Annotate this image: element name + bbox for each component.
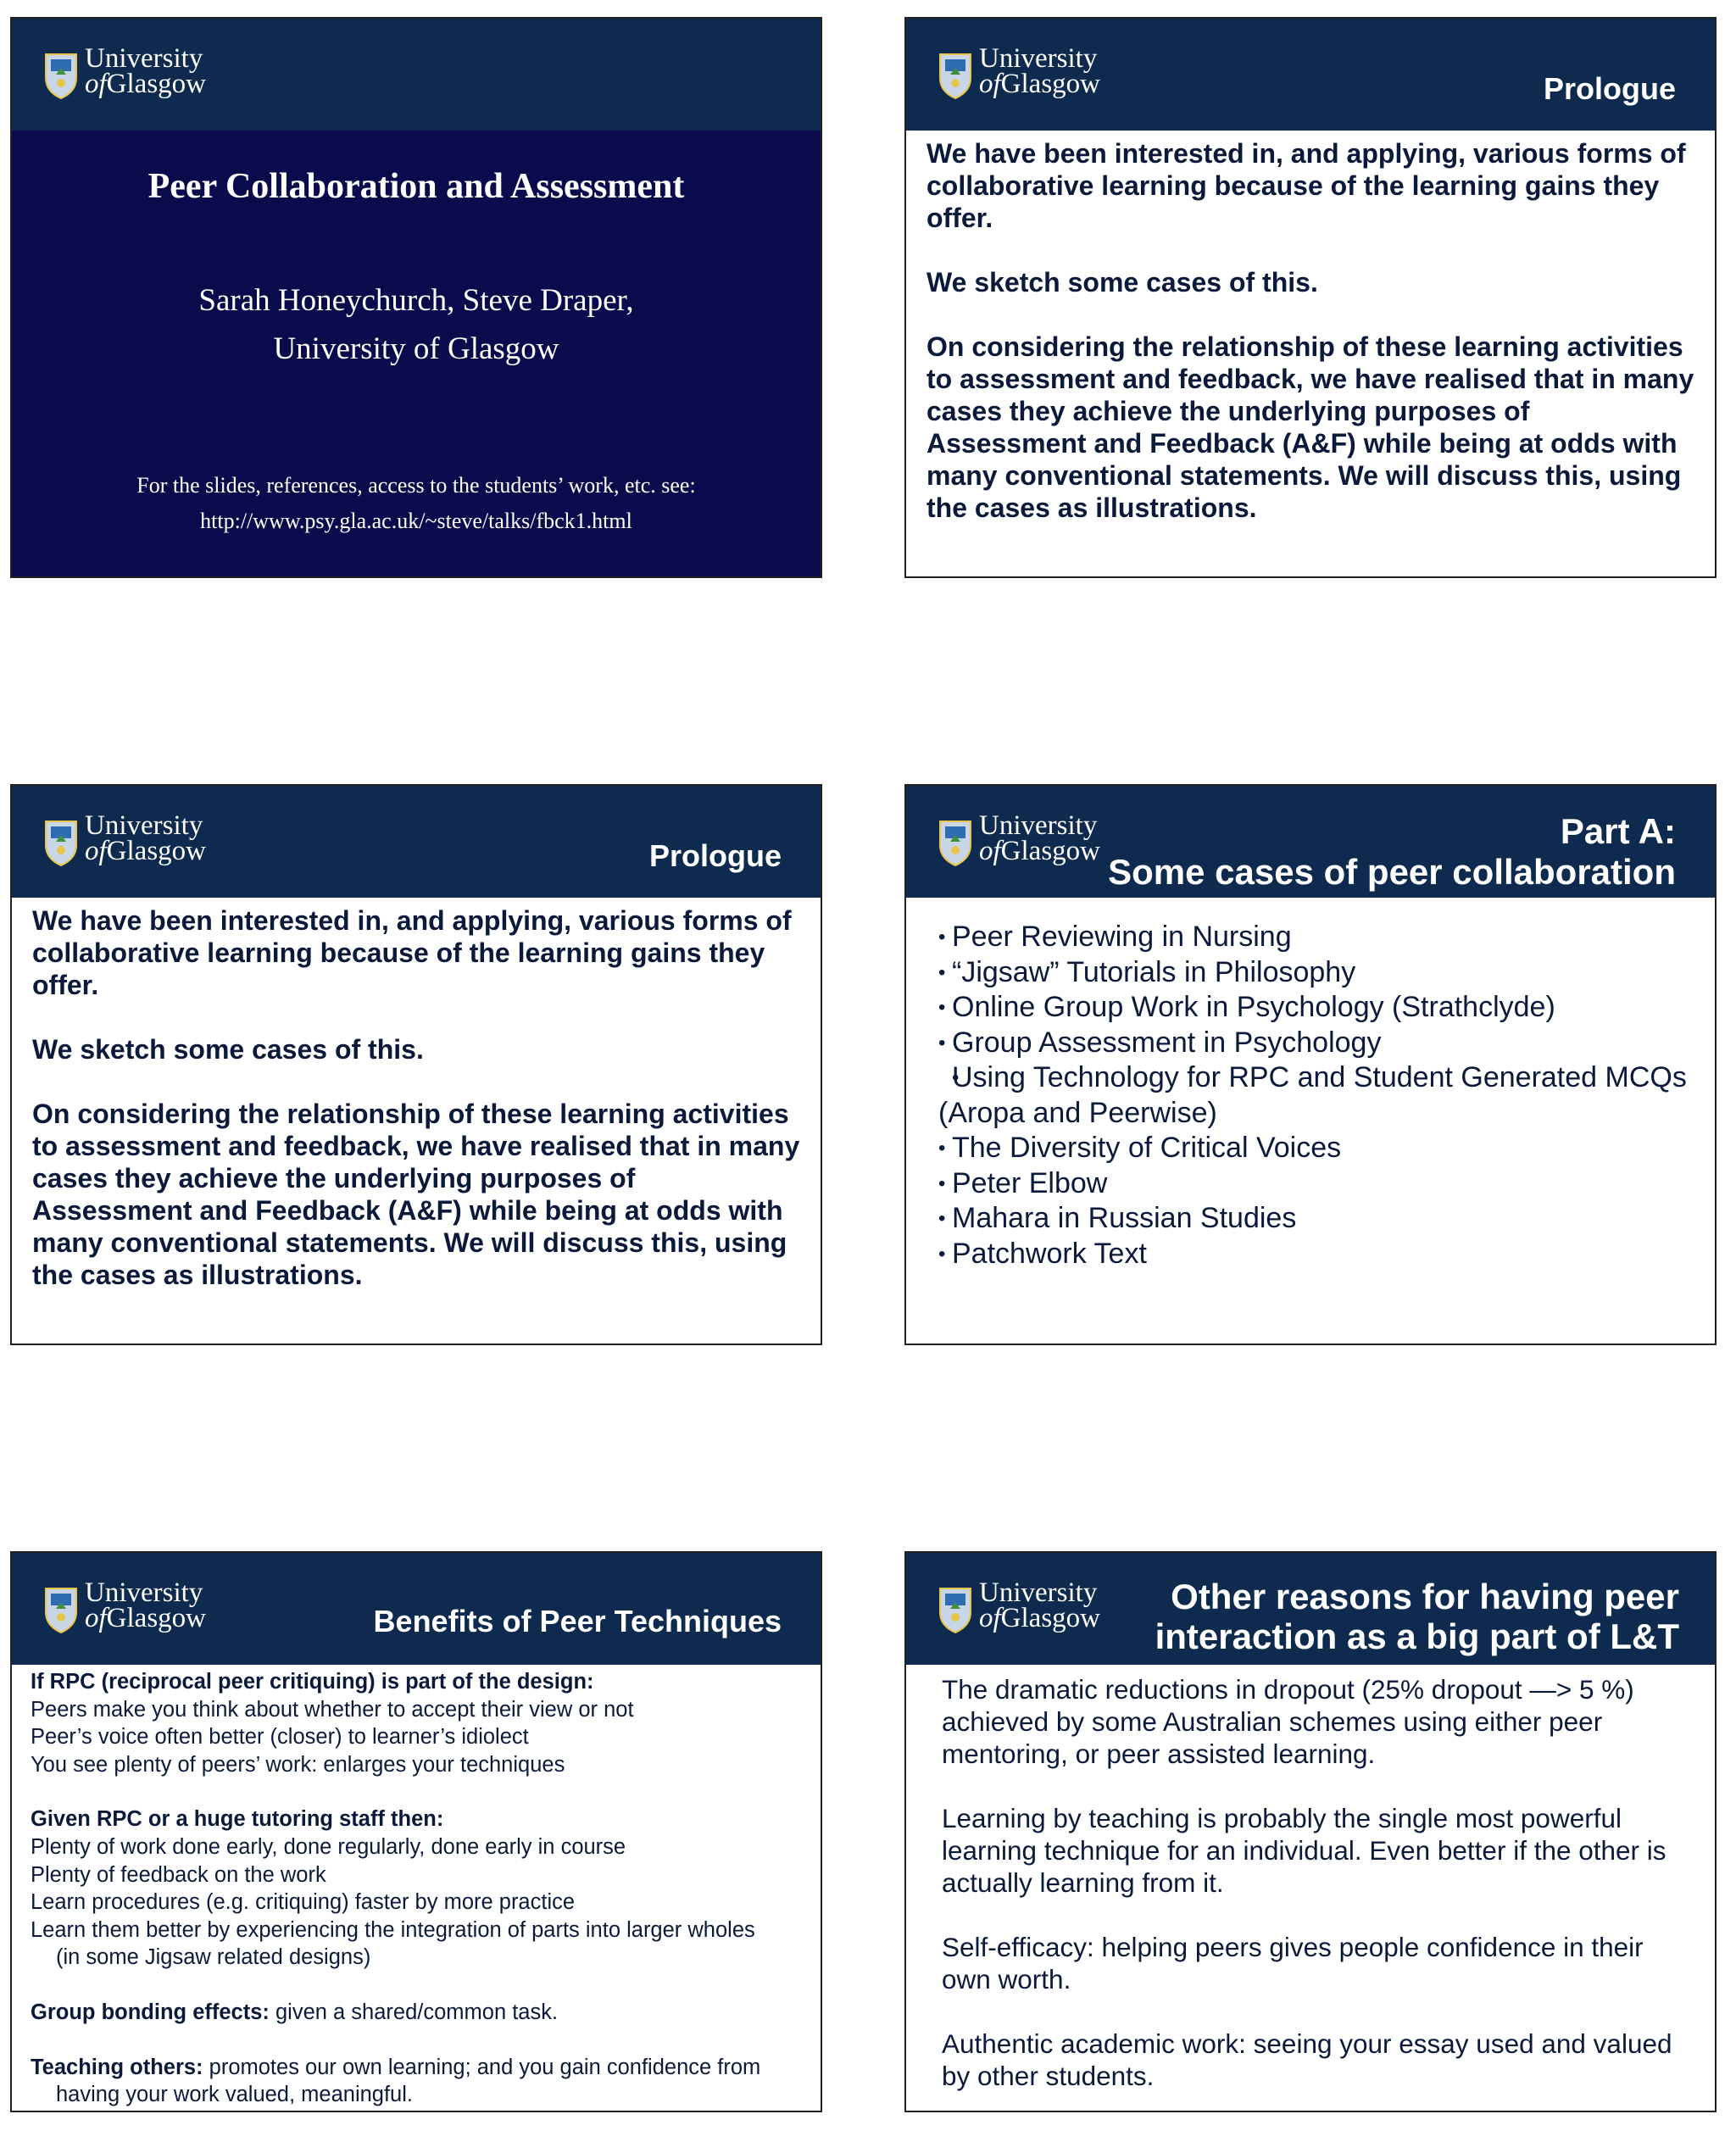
university-wordmark: University ofGlasgow [85, 1577, 206, 1633]
text-line: Plenty of work done early, done regularly, done early in course [31, 1834, 626, 1859]
paragraph: Learning by teaching is probably the single most powerful learning technique for an individual. Even better if the other is actually learning from it. [942, 1803, 1666, 1898]
slide-part-a [904, 784, 1717, 1345]
list-item: • Group Assessment in Psychology [938, 1026, 1701, 1061]
list-item: • Online Group Work in Psychology (Strathclyde) [938, 990, 1701, 1026]
text-line: You see plenty of peers’ work: enlarges your techniques [31, 1752, 565, 1777]
crest-icon [44, 49, 78, 100]
crest-icon [938, 816, 972, 867]
paragraph: On considering the relationship of these learning activities to assessment and feedback, we have realised that in many cases they achieve the underlying purposes of Assessment and Feedback (A&F) while being at odds with many conventional statements. We will discuss this, using the cases as illustrations. [926, 331, 1694, 523]
text-line: having your work valued, meaningful. [56, 2083, 413, 2107]
list-item: • The Diversity of Critical Voices [938, 1131, 1701, 1166]
text-line: Learn them better by experiencing the integration of parts into larger wholes [31, 1917, 755, 1942]
list-item: • Peer Reviewing in Nursing [938, 920, 1701, 955]
university-logo [938, 1577, 1125, 1639]
case-list [938, 920, 1701, 1271]
paragraph: We have been interested in, and applying, various forms of collaborative learning because of the learning gains they offer. [926, 138, 1686, 233]
slide-prologue-repeat [10, 784, 822, 1345]
slide-heading: Other reasons for having peer interaction as a big part of L&T [1155, 1577, 1679, 1656]
university-wordmark: University ofGlasgow [85, 43, 206, 99]
slide-body [31, 1668, 809, 2109]
slide-prologue [904, 17, 1717, 578]
list-item: • Using Technology for RPC and Student Generated MCQs (Aropa and Peerwise) [938, 1060, 1701, 1131]
slides-url[interactable]: http://www.psy.gla.ac.uk/~steve/talks/fbck1.html [200, 509, 632, 533]
slide-other-reasons [904, 1551, 1717, 2112]
slide-body [32, 904, 800, 1323]
slide-header [12, 786, 821, 898]
text-line: Learn procedures (e.g. critiquing) faster by more practice [31, 1890, 576, 1915]
slide-heading: Prologue [1543, 71, 1676, 106]
university-logo [938, 810, 1125, 872]
slide-heading: Prologue [648, 838, 782, 873]
paragraph: We sketch some cases of this. [32, 1034, 424, 1065]
paragraph: We have been interested in, and applying, various forms of collaborative learning because of the learning gains they offer. [32, 905, 792, 1000]
slide-body [926, 137, 1694, 556]
slide-header [12, 1553, 821, 1665]
list-item: • “Jigsaw” Tutorials in Philosophy [938, 955, 1701, 991]
authors: Sarah Honeychurch, Steve Draper, University of Glasgow [198, 283, 634, 366]
university-logo [44, 1577, 231, 1639]
slide-heading: Benefits of Peer Techniques [373, 1604, 782, 1638]
slide-title-text: Peer Collaboration and Assessment [147, 167, 685, 206]
text-line: Teaching others: promotes our own learning; and you gain confidence from [31, 2055, 761, 2079]
paragraph: The dramatic reductions in dropout (25% dropout —> 5 %) achieved by some Australian schemes using either peer mentoring, or peer assisted learning. [942, 1674, 1634, 1769]
university-wordmark: University ofGlasgow [979, 1577, 1100, 1633]
university-wordmark: University ofGlasgow [85, 810, 206, 866]
slides-link-note: For the slides, references, access to the students’ work, etc. see: http://www.psy.gla.ac.uk/~steve/talks/fbck1.html [12, 468, 821, 539]
paragraph: Authentic academic work: seeing your essay used and valued by other students. [942, 2028, 1672, 2091]
crest-icon [938, 1583, 972, 1634]
text-line: (in some Jigsaw related designs) [56, 1945, 371, 1970]
slide-title [10, 17, 822, 578]
text-line: Group bonding effects: given a shared/common task. [31, 2000, 559, 2024]
slide-benefits [10, 1551, 822, 2112]
slide-body [938, 920, 1701, 1271]
text-line: Peer’s voice often better (closer) to learner’s idiolect [31, 1725, 529, 1750]
text-line: Peers make you think about whether to accept their view or not [31, 1697, 634, 1722]
slide-heading: Part A: Some cases of peer collaboration [1108, 811, 1676, 892]
slide-header [906, 1553, 1715, 1665]
university-logo [44, 810, 231, 872]
university-wordmark: University ofGlasgow [979, 43, 1100, 99]
text-line: Plenty of feedback on the work [31, 1862, 326, 1887]
slide-header [906, 19, 1715, 131]
university-logo [44, 43, 231, 105]
slide-header [906, 786, 1715, 898]
slide-header [12, 19, 821, 131]
list-item: • Peter Elbow [938, 1166, 1701, 1202]
slide-body [942, 1673, 1689, 2112]
university-wordmark: University ofGlasgow [979, 810, 1100, 866]
paragraph: We sketch some cases of this. [926, 267, 1318, 298]
university-logo [938, 43, 1125, 105]
crest-icon [44, 1583, 78, 1634]
section-heading: If RPC (reciprocal peer critiquing) is part of the design: [31, 1670, 594, 1694]
paragraph: On considering the relationship of these learning activities to assessment and feedback, we have realised that in many cases they achieve the underlying purposes of Assessment and Feedback (A&F) while being at odds with many conventional statements. We will discuss this, using the cases as illustrations. [32, 1099, 800, 1290]
crest-icon [44, 816, 78, 867]
section-heading: Given RPC or a huge tutoring staff then: [31, 1807, 444, 1832]
list-item: • Mahara in Russian Studies [938, 1201, 1701, 1237]
paragraph: Self-efficacy: helping peers gives people confidence in their own worth. [942, 1932, 1644, 1994]
crest-icon [938, 49, 972, 100]
list-item: • Patchwork Text [938, 1237, 1701, 1272]
slide-body [12, 131, 821, 578]
